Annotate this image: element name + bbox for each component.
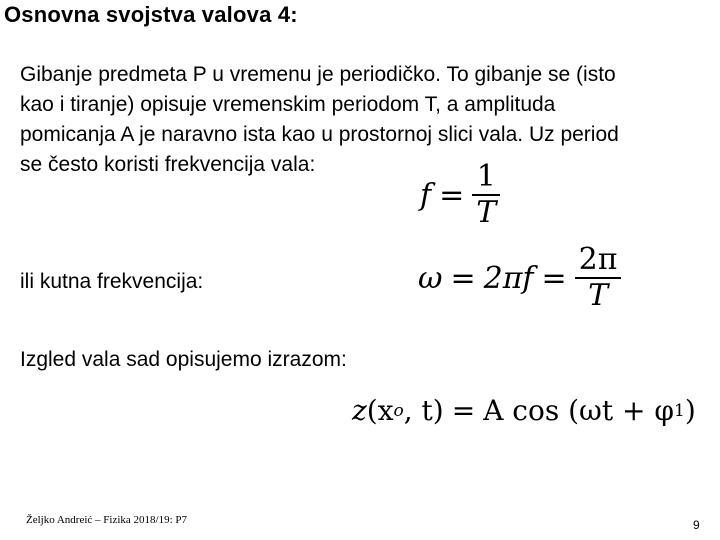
paragraph-line: pomicanja A je naravno ista kao u prostornoj slici vala. Uz period bbox=[20, 123, 619, 146]
slide-title: Osnovna svojstva valova 4: bbox=[4, 2, 298, 27]
eq-f-denominator: T bbox=[476, 195, 497, 230]
eq-wave-x-subscript: o bbox=[393, 400, 404, 421]
eq-omega-lhs: ω bbox=[418, 260, 443, 296]
eq-f-lhs: f bbox=[420, 177, 432, 213]
eq-f-numerator: 1 bbox=[476, 159, 496, 194]
eq-wave-function: z bbox=[352, 394, 367, 427]
eq-omega-equals-1: = bbox=[450, 260, 476, 296]
eq-omega-numerator: 2π bbox=[578, 242, 618, 277]
eq-wave-phi-subscript: 1 bbox=[674, 400, 685, 421]
page-number: 9 bbox=[693, 518, 700, 532]
paragraph-line: Gibanje predmeta P u vremenu je periodičko. To gibanje se (isto bbox=[20, 63, 616, 86]
angular-frequency-label: ili kutna frekvencija: bbox=[20, 270, 204, 293]
eq-f-equals: = bbox=[439, 177, 465, 213]
eq-omega-denominator: T bbox=[588, 278, 609, 313]
eq-wave-rhs: A cos (ωt + φ bbox=[483, 394, 674, 427]
paragraph-line: se često koristi frekvencija vala: bbox=[20, 153, 316, 176]
body-paragraph bbox=[20, 60, 720, 180]
eq-wave-args-open: (x bbox=[366, 394, 394, 427]
eq-wave-equals: = bbox=[451, 394, 476, 427]
eq-f-fraction bbox=[472, 160, 500, 230]
wave-equation bbox=[352, 394, 696, 427]
eq-omega-fraction bbox=[575, 243, 622, 313]
eq-wave-args-close: , t) bbox=[403, 394, 444, 427]
footer-credit: Željko Andreić – Fizika 2018/19: P7 bbox=[26, 514, 188, 526]
wave-expression-label: Izgled vala sad opisujemo izrazom: bbox=[20, 348, 347, 371]
paragraph-line: kao i tiranje) opisuje vremenskim periodom T, a amplituda bbox=[20, 93, 556, 116]
eq-omega-equals-2: = bbox=[541, 260, 567, 296]
angular-frequency-equation bbox=[418, 243, 621, 313]
frequency-equation bbox=[420, 160, 500, 230]
eq-wave-rhs-close: ) bbox=[684, 394, 696, 427]
eq-omega-middle: 2πf bbox=[483, 260, 534, 296]
